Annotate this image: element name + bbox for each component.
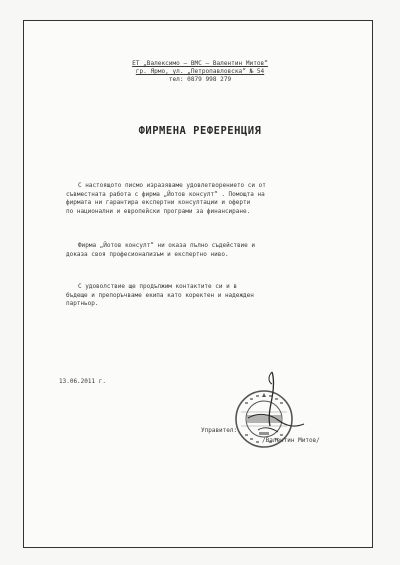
paragraph-1-line: съвместната работа с фирма „Йотов консулт“ . Помощта на [66, 190, 265, 198]
document-title: ФИРМЕНА РЕФЕРЕНЦИЯ [138, 125, 262, 137]
company-phone: тел: 0879 998 279 [168, 76, 232, 83]
paragraph-2 [66, 242, 358, 259]
document-date: 13.06.2011 г. [59, 378, 106, 385]
signature-label: Управител: [201, 427, 238, 434]
handwritten-signature [228, 368, 318, 446]
paragraph-2-line: Фирма „Йотов консулт“ ни оказа пълно съдействие и [78, 242, 256, 249]
signature-name: /Валентин Митов/ [262, 437, 320, 444]
company-name: ЕТ „Валексимо – ВМС – Валентин Митов“ [132, 60, 268, 67]
company-address: гр. Ярмо, ул. „Петропавловска“ № 54 [135, 68, 265, 75]
paragraph-1-line: фирмата ни гарантира експертни консултации и оферти [66, 199, 251, 207]
paragraph-1 [66, 182, 358, 216]
paragraph-1-line: С настоящото писмо изразяваме удовлетворението си от [78, 182, 266, 189]
paragraph-3-line: бъдеще и препоръчваме екипа като коректен и надежден [66, 291, 254, 299]
paragraph-3-line: партньор. [66, 300, 99, 308]
paragraph-3 [66, 283, 358, 309]
paragraph-2-line: доказа своя професионализъм и експертно ниво. [66, 250, 229, 258]
paragraph-3-line: С удоволствие ще продължим контактите си и в [78, 283, 237, 290]
paragraph-1-line: по национални и европейски програми за финансиране. [66, 207, 251, 215]
